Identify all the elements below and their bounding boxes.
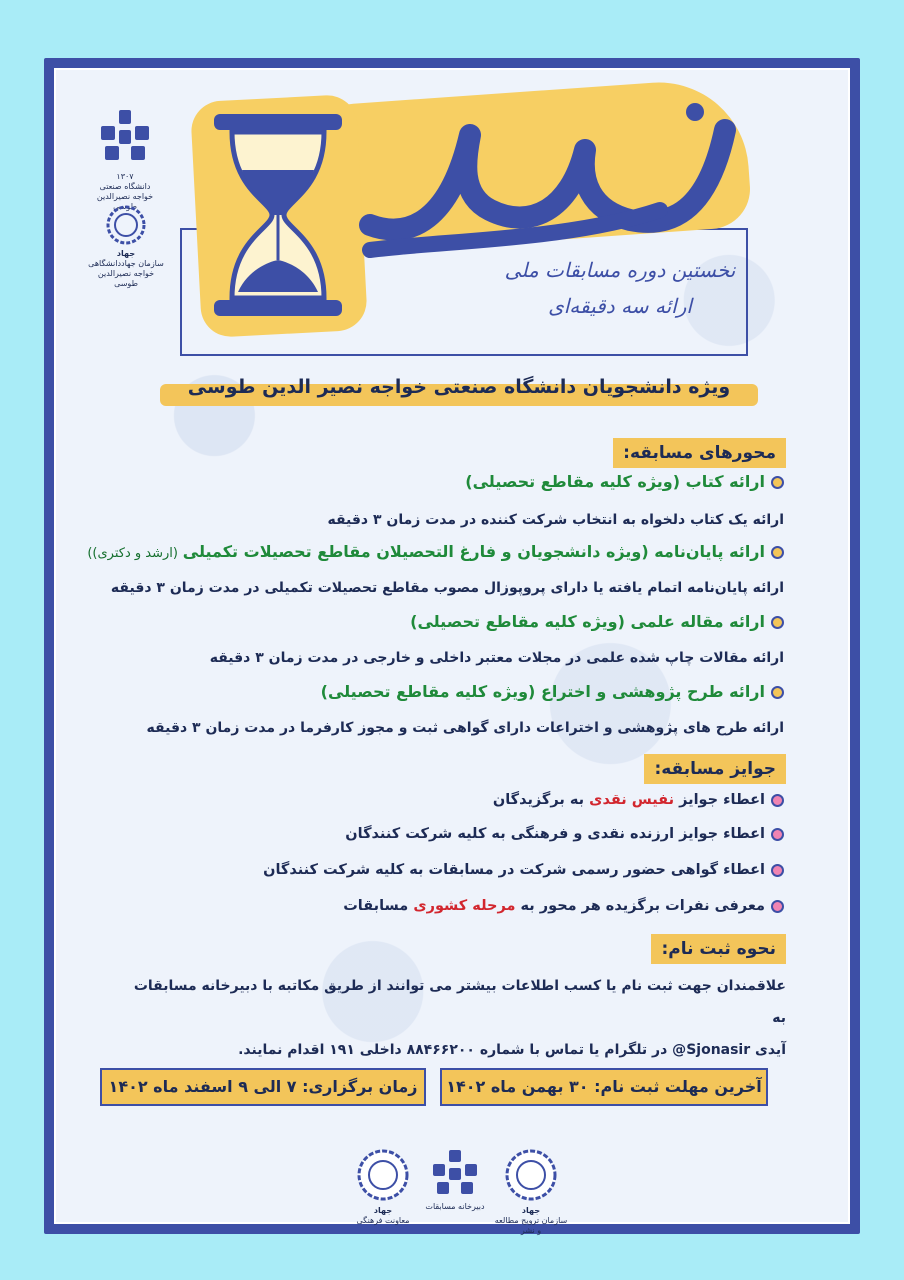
prize-highlight: نفیس نقدی [589,792,675,808]
university-emblem-icon [93,108,157,168]
prize-text: به برگزیدگان [492,792,590,808]
axis-title: ارائه پایان‌نامه (ویژه دانشجویان و فارغ التحصیلان مقاطع تحصیلات تکمیلی [182,542,765,561]
subtitle-line1: نخستین دوره مسابقات ملی [504,258,736,282]
prizes-heading: جوایز مسابقه: [644,754,786,784]
registration-heading: نحوه ثبت نام: [651,934,786,964]
axis-note: (ارشد و دکتری)) [87,546,178,561]
deadline-box: آخرین مهلت ثبت نام: ۳۰ بهمن ماه ۱۴۰۲ [440,1068,768,1106]
bullet-icon [771,828,784,841]
audience-banner [160,370,758,408]
secretariat-emblem-icon [425,1148,485,1198]
prize-text: معرفی نفرات برگزیده هر محور به [515,898,765,914]
subtitle [500,252,740,324]
bottom-logo-word: جهاد [373,1206,393,1215]
audience-text: ویژه دانشجویان دانشگاه صنعتی خواجه نصیر الدین طوسی [187,376,731,398]
event-date-box: زمان برگزاری: ۷ الی ۹ اسفند ماه ۱۴۰۲ [100,1068,426,1106]
subtitle-line2: ارائه سه دقیقه‌ای [548,294,692,318]
bottom-logo-caption: سازمان ترویج مطالعه و نشر [494,1216,568,1235]
axis-item-4 [321,680,784,704]
bottom-logo-caption: معاونت فرهنگی [356,1216,410,1225]
prize-text: اعطاء جوایز [674,792,765,808]
axis-desc-1: ارائه یک کتاب دلخواه به انتخاب شرکت کننده در مدت زمان ۳ دقیقه [327,512,784,528]
prize-highlight: مرحله کشوری [413,898,516,914]
bullet-icon [771,686,784,699]
axes-heading: محورهای مسابقه: [613,438,786,468]
bullet-icon [771,546,784,559]
registration-line1: علاقمندان جهت ثبت نام یا کسب اطلاعات بیشتر می توانند از طریق مکاتبه با دبیرخانه مسابقات به [133,978,786,1026]
bullet-icon [771,794,784,807]
axis-desc-3: ارائه مقالات چاپ شده علمی در مجلات معتبر داخلی و خارجی در مدت زمان ۳ دقیقه [209,650,784,666]
university-year: ۱۳۰۷ [116,172,134,181]
axis-title: ارائه مقاله علمی (ویژه کلیه مقاطع تحصیلی) [410,612,765,631]
prize-text: مسابقات [343,898,414,914]
bullet-icon [771,616,784,629]
jahad-emblem-icon [504,1148,558,1202]
hourglass-icon [208,110,348,320]
bullet-icon [771,900,784,913]
prize-text: اعطاء جوایز ارزنده نقدی و فرهنگی به کلیه شرکت کنندگان [345,826,765,842]
jahad-emblem-icon [356,1148,410,1202]
axis-title: ارائه کتاب (ویژه کلیه مقاطع تحصیلی) [465,472,765,491]
axis-item-2 [87,540,784,566]
prize-item-4 [343,894,784,918]
bullet-icon [771,864,784,877]
university-logo [90,108,160,211]
bullet-icon [771,476,784,489]
axis-desc-4: ارائه طرح های پژوهشی و اختراعات دارای گواهی ثبت و مجوز کارفرما در مدت زمان ۳ دقیقه [146,720,784,736]
jahad-logo [86,205,166,288]
bottom-logo-promotion [494,1148,568,1236]
university-name: دانشگاه صنعتی خواجه نصیرالدین طوسی [96,182,154,211]
bottom-logo-caption: دبیرخانه مسابقات [425,1202,485,1211]
axis-item-3 [410,610,784,634]
registration-line2: آیدی Sjonasir@ در تلگرام یا تماس با شماره ۸۸۴۶۶۲۰۰ داخلی ۱۹۱ اقدام نمایند. [238,1042,786,1058]
axis-item-1 [465,470,784,494]
prize-text: اعطاء گواهی حضور رسمی شرکت در مسابقات به کلیه شرکت کنندگان [263,862,765,878]
bottom-logo-word: جهاد [521,1206,541,1215]
jahad-word: جهاد [116,249,136,258]
jahad-emblem-icon [106,205,146,245]
title-calligraphy [330,90,750,260]
prize-item-1 [493,788,784,812]
prize-item-2 [345,822,784,846]
prize-item-3 [263,858,784,882]
jahad-org: سازمان جهاددانشگاهی خواجه نصیرالدین طوسی [88,259,164,288]
bottom-logo-secretariat [418,1148,492,1212]
axis-desc-2: ارائه پایان‌نامه اتمام یافته یا دارای پروپوزال مصوب مقاطع تحصیلات تکمیلی در مدت زمان ۳ دقیقه [110,580,784,596]
axis-title: ارائه طرح پژوهشی و اختراع (ویژه کلیه مقاطع تحصیلی) [320,682,765,701]
bottom-logo-cultural [346,1148,420,1226]
registration-text [116,970,786,1066]
